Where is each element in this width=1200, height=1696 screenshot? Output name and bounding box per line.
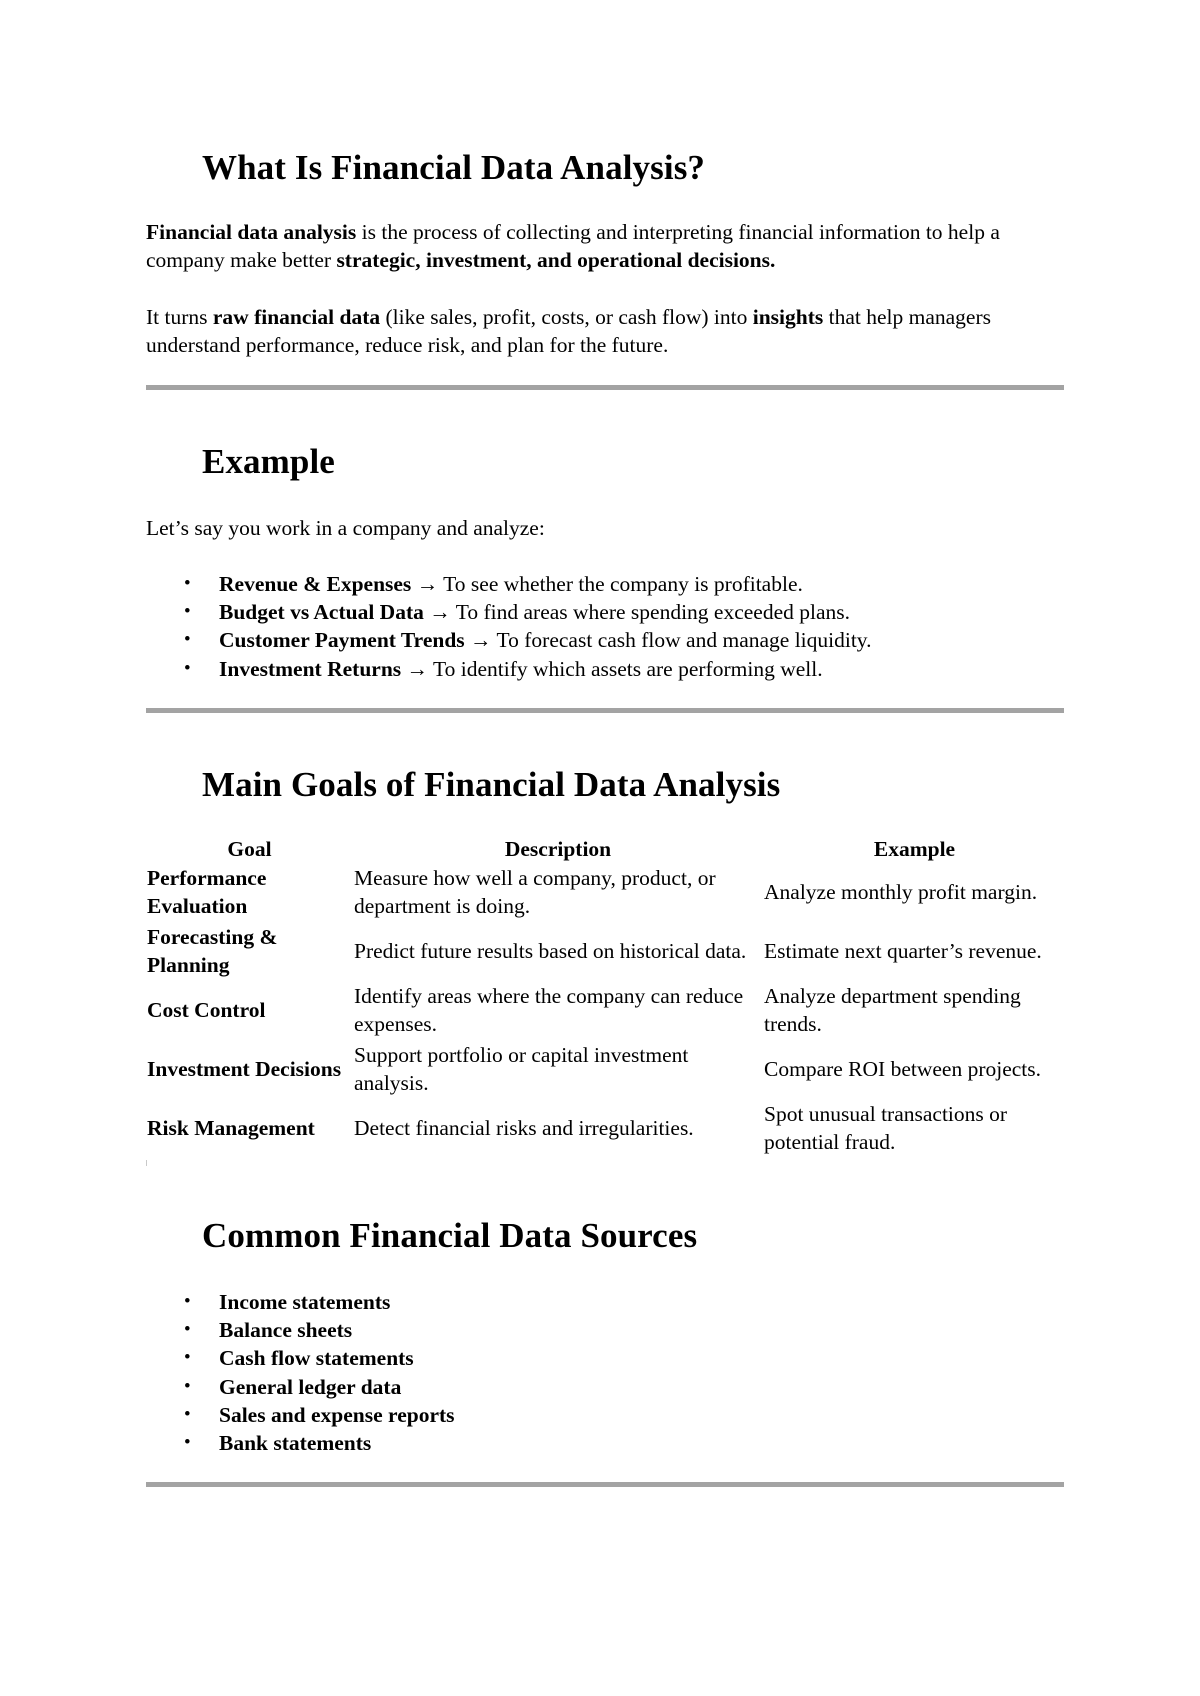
bullet-icon: •: [184, 1319, 191, 1341]
example-intro: Let’s say you work in a company and analyze:: [146, 516, 545, 540]
list-item-text: → To identify which assets are performing well.: [401, 656, 823, 681]
heading-common-data-sources: Common Financial Data Sources: [202, 1216, 698, 1255]
example-cell: Estimate next quarter’s revenue.: [764, 939, 1042, 963]
list-item: [146, 1288, 455, 1316]
table-header-row: [146, 834, 1066, 864]
list-item: [146, 1401, 455, 1429]
list-item-label: Cash flow statements: [219, 1346, 414, 1371]
bold-term: insights: [752, 305, 824, 329]
list-item-label: Balance sheets: [219, 1318, 353, 1343]
list-item-label: Income statements: [219, 1290, 391, 1314]
bullet-icon: •: [184, 1375, 191, 1397]
paragraph-text: It turns: [146, 305, 213, 329]
bullet-icon: •: [184, 1347, 191, 1369]
table-row: [146, 1100, 1066, 1159]
goal-cell: Forecasting & Planning: [147, 925, 278, 977]
insights-paragraph: [146, 303, 1064, 359]
goal-cell: Risk Management: [147, 1116, 315, 1140]
example-cell: Compare ROI between projects.: [764, 1057, 1042, 1081]
bullet-icon: •: [184, 1291, 191, 1312]
description-cell: Detect financial risks and irregularities.: [354, 1116, 694, 1140]
table-row: [146, 1041, 1066, 1100]
list-item-label: Budget vs Actual Data: [219, 600, 424, 625]
example-cell: Analyze monthly profit margin.: [764, 880, 1038, 904]
column-header-example: Example: [873, 837, 956, 861]
goals-table-body: [146, 864, 1066, 1159]
table-row: [146, 982, 1066, 1041]
heading-example: Example: [202, 442, 335, 481]
bold-term: Financial data analysis: [146, 220, 357, 244]
list-item-label: Customer Payment Trends: [219, 628, 465, 653]
description-cell: Identify areas where the company can reduce expenses.: [354, 984, 744, 1036]
paragraph-text: (like sales, profit, costs, or cash flow) into: [380, 305, 753, 329]
bold-term: raw financial data: [212, 305, 381, 329]
list-item-label: General ledger data: [219, 1374, 402, 1399]
list-item: [146, 1344, 455, 1372]
heading-main-goals: Main Goals of Financial Data Analysis: [202, 765, 781, 804]
bullet-icon: •: [184, 1403, 191, 1425]
list-item-label: Investment Returns: [219, 656, 402, 681]
horizontal-rule: [146, 708, 1064, 713]
list-item: [146, 655, 872, 683]
list-item: [146, 1373, 455, 1401]
bullet-icon: •: [184, 601, 191, 623]
goal-cell: Cost Control: [147, 998, 266, 1022]
table-row: [146, 864, 1066, 923]
bullet-icon: •: [184, 1432, 191, 1454]
heading-what-is-financial-data-analysis: What Is Financial Data Analysis?: [202, 148, 706, 187]
description-cell: Measure how well a company, product, or department is doing.: [354, 866, 716, 918]
bullet-icon: •: [184, 629, 191, 651]
table-row: [146, 923, 1066, 982]
bullet-icon: •: [184, 657, 191, 679]
bold-term: strategic, investment, and operational decisions.: [336, 248, 776, 272]
list-item: [146, 1316, 455, 1344]
horizontal-rule: [146, 385, 1064, 390]
list-item: [146, 570, 872, 598]
list-item: [146, 626, 872, 654]
goal-cell: Performance Evaluation: [147, 866, 267, 918]
intro-paragraph: [146, 218, 1064, 274]
list-item-text: → To find areas where spending exceeded plans.: [423, 600, 851, 625]
data-sources-bullet-list: [146, 1288, 455, 1457]
paragraph-text: that help managers understand performance, reduce risk, and plan for the future.: [146, 305, 991, 357]
list-item-text: → To forecast cash flow and manage liquidity.: [464, 628, 872, 653]
list-item-label: Sales and expense reports: [219, 1402, 455, 1427]
list-item-label: Revenue & Expenses: [219, 572, 412, 596]
list-item: [146, 1429, 455, 1457]
horizontal-rule: [146, 1482, 1064, 1487]
list-item-text: → To see whether the company is profitable.: [411, 572, 803, 596]
example-cell: Spot unusual transactions or potential fraud.: [764, 1102, 1008, 1154]
goal-cell: Investment Decisions: [147, 1057, 342, 1081]
bullet-icon: •: [184, 573, 191, 594]
paragraph-text: is the process of collecting and interpreting financial information to help a company make better: [146, 220, 1000, 272]
list-item-label: Bank statements: [219, 1431, 372, 1456]
stray-mark: [146, 1160, 147, 1166]
description-cell: Support portfolio or capital investment analysis.: [354, 1043, 689, 1095]
example-bullet-list: [146, 570, 872, 683]
column-header-description: Description: [504, 837, 612, 861]
example-cell: Analyze department spending trends.: [764, 984, 1021, 1036]
column-header-goal: Goal: [227, 837, 272, 861]
list-item: [146, 598, 872, 626]
goals-table: [146, 834, 1066, 1159]
description-cell: Predict future results based on historical data.: [354, 939, 747, 963]
